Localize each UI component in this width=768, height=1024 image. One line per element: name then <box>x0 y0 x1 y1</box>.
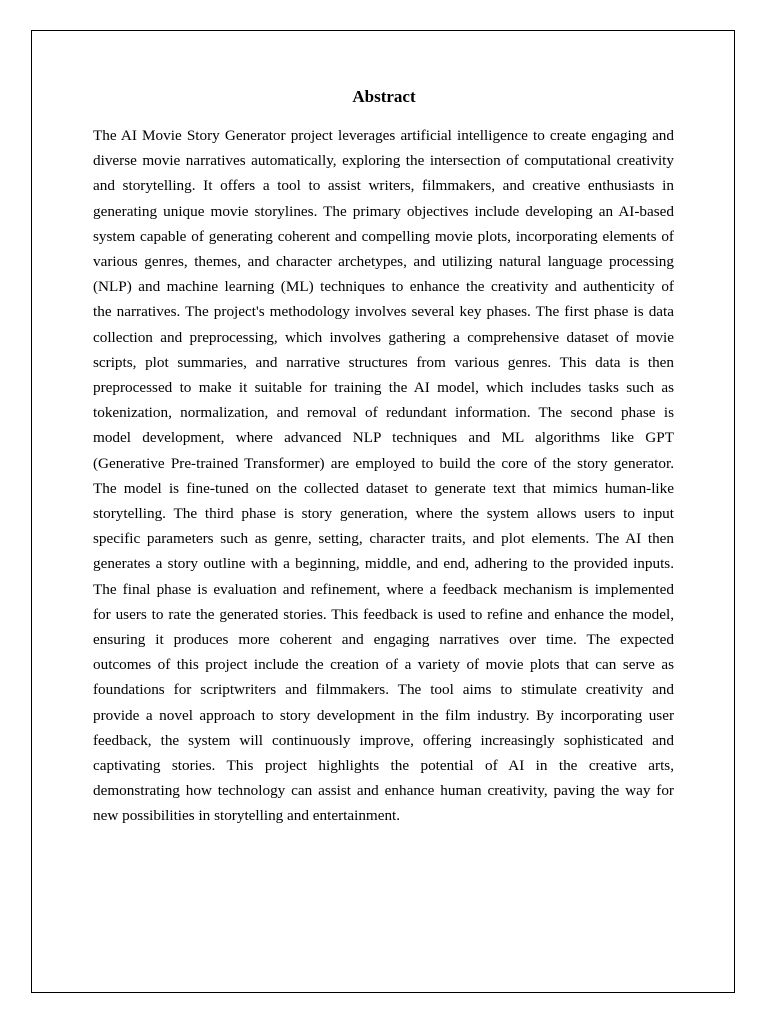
abstract-line: for users to rate the generated stories. This feedback is used to refine and enhance the model, <box>93 605 674 623</box>
abstract-line: outcomes of this project include the creation of a variety of movie plots that can serve as <box>93 656 674 674</box>
abstract-line: provide a novel approach to story development in the film industry. By incorporating user <box>93 706 674 724</box>
abstract-line: generating unique movie storylines. The primary objectives include developing an AI-based <box>93 202 674 220</box>
abstract-line: tokenization, normalization, and removal of redundant information. The second phase is <box>93 404 674 422</box>
abstract-line: ensuring it produces more coherent and engaging narratives over time. The expected <box>93 631 674 649</box>
abstract-line: and storytelling. It offers a tool to assist writers, filmmakers, and creative enthusiasts in <box>93 177 674 195</box>
abstract-line: scripts, plot summaries, and narrative structures from various genres. This data is then <box>93 353 674 371</box>
abstract-line: feedback, the system will continuously improve, offering increasingly sophisticated and <box>93 731 674 749</box>
abstract-line: collection and preprocessing, which involves gathering a comprehensive dataset of movie <box>93 328 674 346</box>
abstract-line: The AI Movie Story Generator project leverages artificial intelligence to create engaging and <box>93 127 674 144</box>
abstract-line: foundations for scriptwriters and filmmakers. The tool aims to stimulate creativity and <box>93 681 674 699</box>
abstract-line: the narratives. The project's methodology involves several key phases. The first phase is data <box>93 303 674 321</box>
abstract-line: (NLP) and machine learning (ML) techniques to enhance the creativity and authenticity of <box>93 278 674 296</box>
abstract-line: system capable of generating coherent and compelling movie plots, incorporating elements of <box>93 227 674 245</box>
abstract-line: specific parameters such as genre, setting, character traits, and plot elements. The AI then <box>93 530 674 548</box>
abstract-line: various genres, themes, and character archetypes, and utilizing natural language processing <box>93 253 674 271</box>
abstract-body <box>93 123 674 829</box>
abstract-line: (Generative Pre-trained Transformer) are employed to build the core of the story generator. <box>93 454 674 472</box>
abstract-line: model development, where advanced NLP techniques and ML algorithms like GPT <box>93 429 674 447</box>
abstract-line: new possibilities in storytelling and entertainment. <box>93 807 401 825</box>
abstract-line: preprocessed to make it suitable for training the AI model, which includes tasks such as <box>93 379 674 397</box>
abstract-line: diverse movie narratives automatically, exploring the intersection of computational creativity <box>93 152 674 170</box>
abstract-line: captivating stories. This project highlights the potential of AI in the creative arts, <box>93 757 674 775</box>
abstract-line: The model is fine-tuned on the collected dataset to generate text that mimics human-like <box>93 479 674 497</box>
abstract-line: demonstrating how technology can assist and enhance human creativity, paving the way for <box>93 782 674 800</box>
abstract-line: generates a story outline with a beginning, middle, and end, adhering to the provided inputs. <box>93 555 674 573</box>
abstract-line: storytelling. The third phase is story generation, where the system allows users to input <box>93 505 674 523</box>
abstract-heading: Abstract <box>352 87 416 106</box>
abstract-line: The final phase is evaluation and refinement, where a feedback mechanism is implemented <box>93 580 674 598</box>
